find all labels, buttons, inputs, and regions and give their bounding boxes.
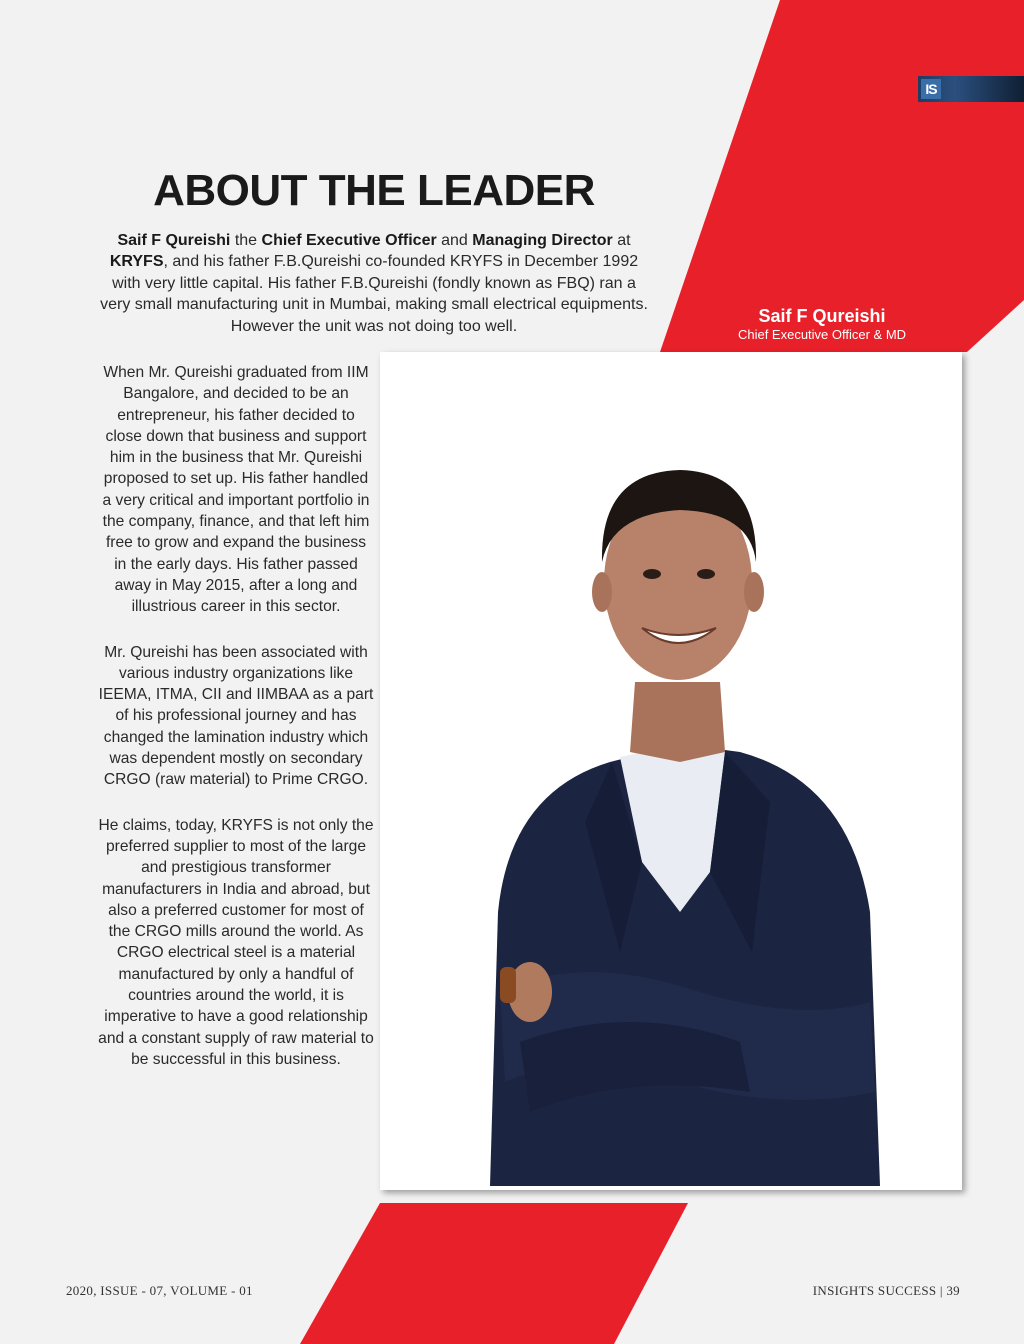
page-title: ABOUT THE LEADER xyxy=(153,166,595,215)
intro-segment: the xyxy=(230,232,262,249)
photo-caption xyxy=(712,305,932,343)
intro-segment: Managing Director xyxy=(472,232,613,249)
intro-segment: KRYFS xyxy=(109,253,164,271)
magazine-logo-badge xyxy=(918,76,1024,102)
intro-segment: at xyxy=(612,232,631,249)
caption-role: Chief Executive Officer & MD xyxy=(737,327,907,342)
body-paragraph-1: When Mr. Qureishi graduated from IIM Bangalore, and decided to be an entrepreneur, his father decided to close down that business and support him in the business that Mr. Qureishi proposed to set up. His father handled a very critical and important portfolio in the company, finance, and that left him free to grow and expand the business in the early days. His father passed away in May 2015, after a long and illustrious career in this sector. xyxy=(102,364,370,616)
body-paragraph-3: He claims, today, KRYFS is not only the preferred supplier to most of the large and prestigious transformer manufacturers in India and abroad, but also a preferred customer for most of the CRGO mills around the world. As CRGO electrical steel is a material manufactured by only a handful of countries around the world, it is imperative to have a good relationship and a constant supply of raw material to be successful in this business. xyxy=(98,816,374,1068)
leader-photo xyxy=(380,352,962,1190)
caption-name: Saif F Qureishi xyxy=(758,306,886,326)
intro-segment: and xyxy=(436,232,473,249)
intro-segment: , and his father F.B.Qureishi co-founded KRYFS in December 1992 with very little capital. His father F.B.Qureishi (fondly known as FBQ) ran a very small manufacturing unit in Mumbai, making small electrical equipments. However the unit was not doing too well. xyxy=(100,253,648,335)
footer-page-number: INSIGHTS SUCCESS | 39 xyxy=(812,1283,960,1298)
intro-segment: Saif F Qureishi xyxy=(117,232,231,249)
body-column xyxy=(98,362,374,1094)
footer-issue: 2020, ISSUE - 07, VOLUME - 01 xyxy=(66,1283,253,1298)
body-paragraph-2: Mr. Qureishi has been associated with various industry organizations like IEEMA, ITMA, CII and IIMBAA as a part of his professional journey and has changed the lamination industry which was dependent mostly on secondary CRGO (raw material) to Prime CRGO. xyxy=(98,643,374,789)
intro-paragraph xyxy=(96,230,652,337)
portrait-illustration xyxy=(380,352,962,1190)
intro-segment: Chief Executive Officer xyxy=(261,232,437,249)
magazine-logo-icon: IS xyxy=(921,79,941,99)
